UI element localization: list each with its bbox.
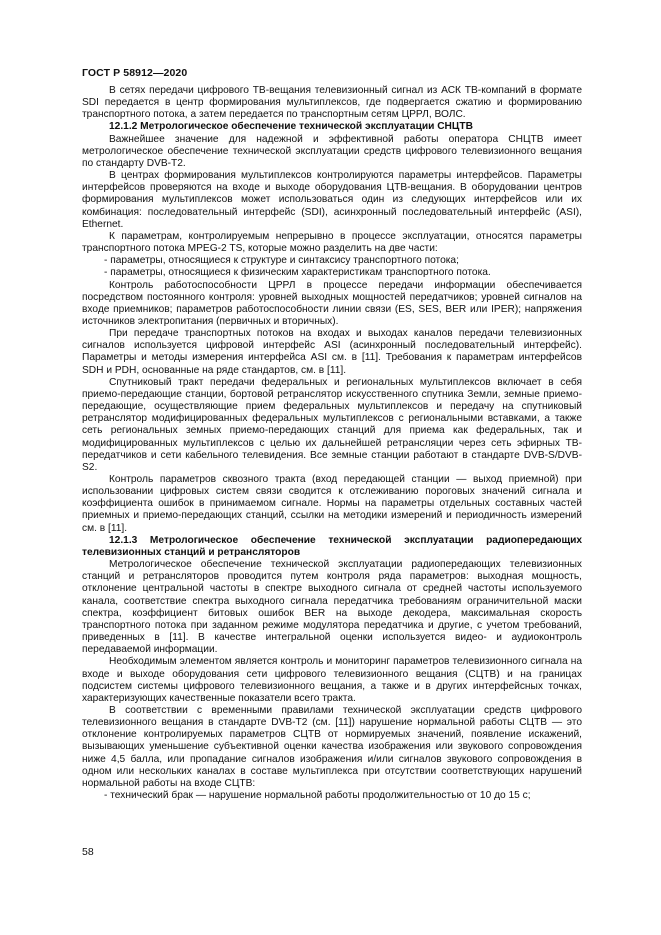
paragraph: Метрологическое обеспечение технической эксплуатации радиопередающих телевизионных станций и ретрансляторов проводится путем контроля ряда параметров: выходная мощность, отклонение центральной частоты в спектре выходного сигнала от средней частоты используемого канала, соответствие спектра выходного сигнала передатчика требованиям ограничительной маски спектра, коэффициент битовых ошибок BER на выходе декодера, максимальная скорость транспортного потока при заданном режиме модулятора передатчика и другие, с учетом требований, приведенных в [11]. В качестве интегральной оценки используется видео- и аудиоконтроль передаваемой информации. <box>82 559 582 656</box>
paragraph: При передаче транспортных потоков на входах и выходах каналов передачи телевизионных сигналов используется цифровой интерфейс ASI (асинхронный последовательный интерфейс). Параметры и методы измерения интерфейса ASI см. в [11]. Требования к параметрам интерфейсов SDH и PDH, основанные на ряде стандартов, см. в [11]. <box>82 328 582 376</box>
list-item: - параметры, относящиеся к физическим характеристикам транспортного потока. <box>82 267 582 279</box>
paragraph: В сетях передачи цифрового ТВ-вещания телевизионный сигнал из АСК ТВ-компаний в формате SDI передается в центр формирования мультиплексов, где подвергается сжатию и формированию транспортного потока, а затем передается по транспортным сетям ЦРРЛ, ВОЛС. <box>82 85 582 121</box>
section-heading: 12.1.3 Метрологическое обеспечение технической эксплуатации радиопередающих телевизионных станций и ретрансляторов <box>82 534 582 558</box>
paragraph: Необходимым элементом является контроль и мониторинг параметров телевизионного сигнала на входе и выходе оборудования сети цифрового телевизионного вещания (СЦТВ) и на границах подсистем системы цифрового телевизионного вещания, а также и в других интерфейсных точках, характеризующих качественные показатели всего тракта. <box>82 656 582 704</box>
paragraph: К параметрам, контролируемым непрерывно в процессе эксплуатации, относятся параметры транспортного потока MPEG-2 TS, которые можно разделить на две части: <box>82 230 582 255</box>
paragraph: Контроль параметров сквозного тракта (вход передающей станции — выход приемной) при использовании цифровых систем связи сводится к отслеживанию пороговых значений сигнала и коэффициента ошибок в принимаемом сигнале. Нормы на параметры отдельных составных частей приемных и приемо-передающих станций, ссылки на методики измерений и периодичность измерений см. в [11]. <box>82 474 582 534</box>
list-item: - технический брак — нарушение нормальной работы продолжительностью от 10 до 15 с; <box>82 790 582 802</box>
section-heading: 12.1.2 Метрологическое обеспечение технической эксплуатации СНЦТВ <box>109 121 473 133</box>
page-number: 58 <box>82 846 94 858</box>
paragraph: В центрах формирования мультиплексов контролируются параметры интерфейсов. Параметры интерфейсов проверяются на входе и выходе оборудования ЦТВ-вещания. В оборудовании центров формирования мультиплексов может использоваться один из следующих интерфейсов или их комбинация: последовательный интерфейс (SDI), асинхронный последовательный интерфейс (ASI), Ethernet. <box>82 170 582 230</box>
document-body <box>82 85 582 802</box>
paragraph: Спутниковый тракт передачи федеральных и региональных мультиплексов включает в себя приемо-передающие станции, бортовой ретранслятор искусственного спутника Земли, земные приемо-передающие, осуществляющие прием федеральных мультиплексов и передачу на спутниковый ретранслятор модифицированных федеральных мультиплексов с региональными вставками, а также сеть региональных земных приемо-передающих станций для приема как федеральных, так и модифицированных мультиплексов с целью их дальнейшей ретрансляции через сеть эфирных ТВ-передатчиков и сети кабельного телевидения. Все земные станции работают в стандарте DVB-S/DVB-S2. <box>82 376 582 473</box>
paragraph: Контроль работоспособности ЦРРЛ в процессе передачи информации обеспечивается посредством постоянного контроля: уровней выходных мощностей передатчиков; уровней сигналов на входе приемников; параметров работоспособности линии связи (ES, SES, BER или IPER); напряжения источников электропитания (первичных и вторичных). <box>82 279 582 327</box>
document-header: ГОСТ Р 58912—2020 <box>82 67 188 79</box>
paragraph: В соответствии с временными правилами технической эксплуатации средств цифрового телевизионного вещания в стандарте DVB-T2 (см. [11]) нарушение нормальной работы СЦТВ — это отклонение контролируемых параметров СЦТВ от нормируемых значений, появление искажений, вызывающих уменьшение субъективной оценки качества изображения или звукового сопровождения ниже 4,5 балла, или пропадание сигналов изображения и/или сигналов звукового сопровождения в одном или нескольких каналах в составе мультиплекса при отсутствии соответствующих нарушений нормальной работы на входе СЦТВ: <box>82 704 582 789</box>
paragraph: Важнейшее значение для надежной и эффективной работы оператора СНЦТВ имеет метрологическое обеспечение технической эксплуатации средств цифрового телевизионного вещания по стандарту DVB-T2. <box>82 133 582 169</box>
list-item: - параметры, относящиеся к структуре и синтаксису транспортного потока; <box>82 255 582 267</box>
